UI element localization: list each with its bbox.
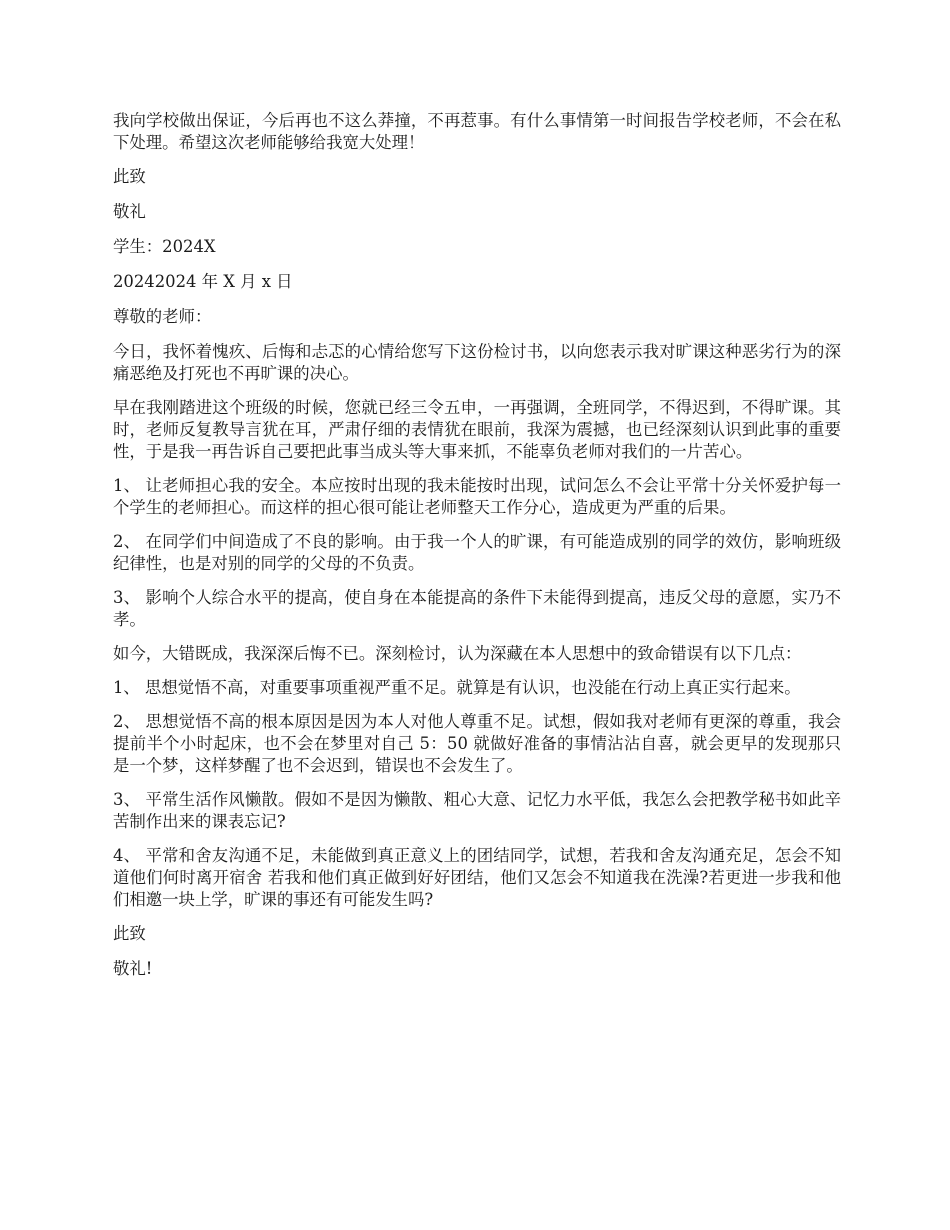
error-item-2: 2、 思想觉悟不高的根本原因是因为本人对他人尊重不足。试想，假如我对老师有更深的尊重，我会提前半个小时起床，也不会在梦里对自己 5：50 就做好准备的事情沾沾自喜，就会更早的发现那只是一个梦，这样梦醒了也不会迟到，错误也不会发生了。 [113, 712, 841, 775]
closing-cizhi-2: 此致 [113, 924, 146, 943]
paragraph-guarantee: 我向学校做出保证，今后再也不这么莽撞，不再惹事。有什么事情第一时间报告学校老师，不会在私下处理。希望这次老师能够给我宽大处理！ [113, 111, 841, 152]
paragraph-background: 早在我刚踏进这个班级的时候，您就已经三令五申，一再强调，全班同学，不得迟到，不得旷课。其时，老师反复教导言犹在耳，严肃仔细的表情犹在眼前，我深为震撼，也已经深刻认识到此事的重要性，于是我一再告诉自己要把此事当成头等大事来抓，不能辜负老师对我们的一片苦心。 [113, 398, 841, 461]
paragraph-reflection: 如今，大错既成，我深深后悔不已。深刻检讨，认为深藏在本人思想中的致命错误有以下几点： [113, 644, 802, 663]
document-body [113, 110, 841, 993]
error-item-3: 3、 平常生活作风懒散。假如不是因为懒散、粗心大意、记忆力水平低，我怎么会把教学秘书如此辛苦制作出来的课表忘记? [113, 790, 841, 831]
error-item-4: 4、 平常和舍友沟通不足，未能做到真正意义上的团结同学，试想，若我和舍友沟通充足，怎会不知道他们何时离开宿舍 若我和他们真正做到好好团结，他们又怎会不知道我在洗澡?若更进一步我和他们相邀一块上学，旷课的事还有可能发生吗? [113, 846, 841, 909]
paragraph-intro: 今日，我怀着愧疚、后悔和忐忑的心情给您写下这份检讨书，以向您表示我对旷课这种恶劣行为的深痛恶绝及打死也不再旷课的决心。 [113, 342, 841, 383]
salutation: 尊敬的老师： [113, 307, 212, 326]
student-signature: 学生：2024X [113, 237, 216, 256]
consequence-item-2: 2、 在同学们中间造成了不良的影响。由于我一个人的旷课，有可能造成别的同学的效仿，影响班级纪律性，也是对别的同学的父母的不负责。 [113, 532, 841, 573]
consequence-item-3: 3、 影响个人综合水平的提高，使自身在本能提高的条件下未能得到提高，违反父母的意愿，实乃不孝。 [113, 588, 841, 629]
consequence-item-1: 1、 让老师担心我的安全。本应按时出现的我未能按时出现，试问怎么不会让平常十分关怀爱护每一个学生的老师担心。而这样的担心很可能让老师整天工作分心，造成更为严重的后果。 [113, 476, 841, 517]
error-item-1: 1、 思想觉悟不高，对重要事项重视严重不足。就算是有认识，也没能在行动上真正实行起来。 [113, 678, 801, 697]
closing-jingli-2: 敬礼! [113, 959, 153, 978]
closing-jingli: 敬礼 [113, 202, 146, 221]
letter-date: 20242024 年 X 月 x 日 [113, 272, 293, 291]
closing-cizhi: 此致 [113, 167, 146, 186]
